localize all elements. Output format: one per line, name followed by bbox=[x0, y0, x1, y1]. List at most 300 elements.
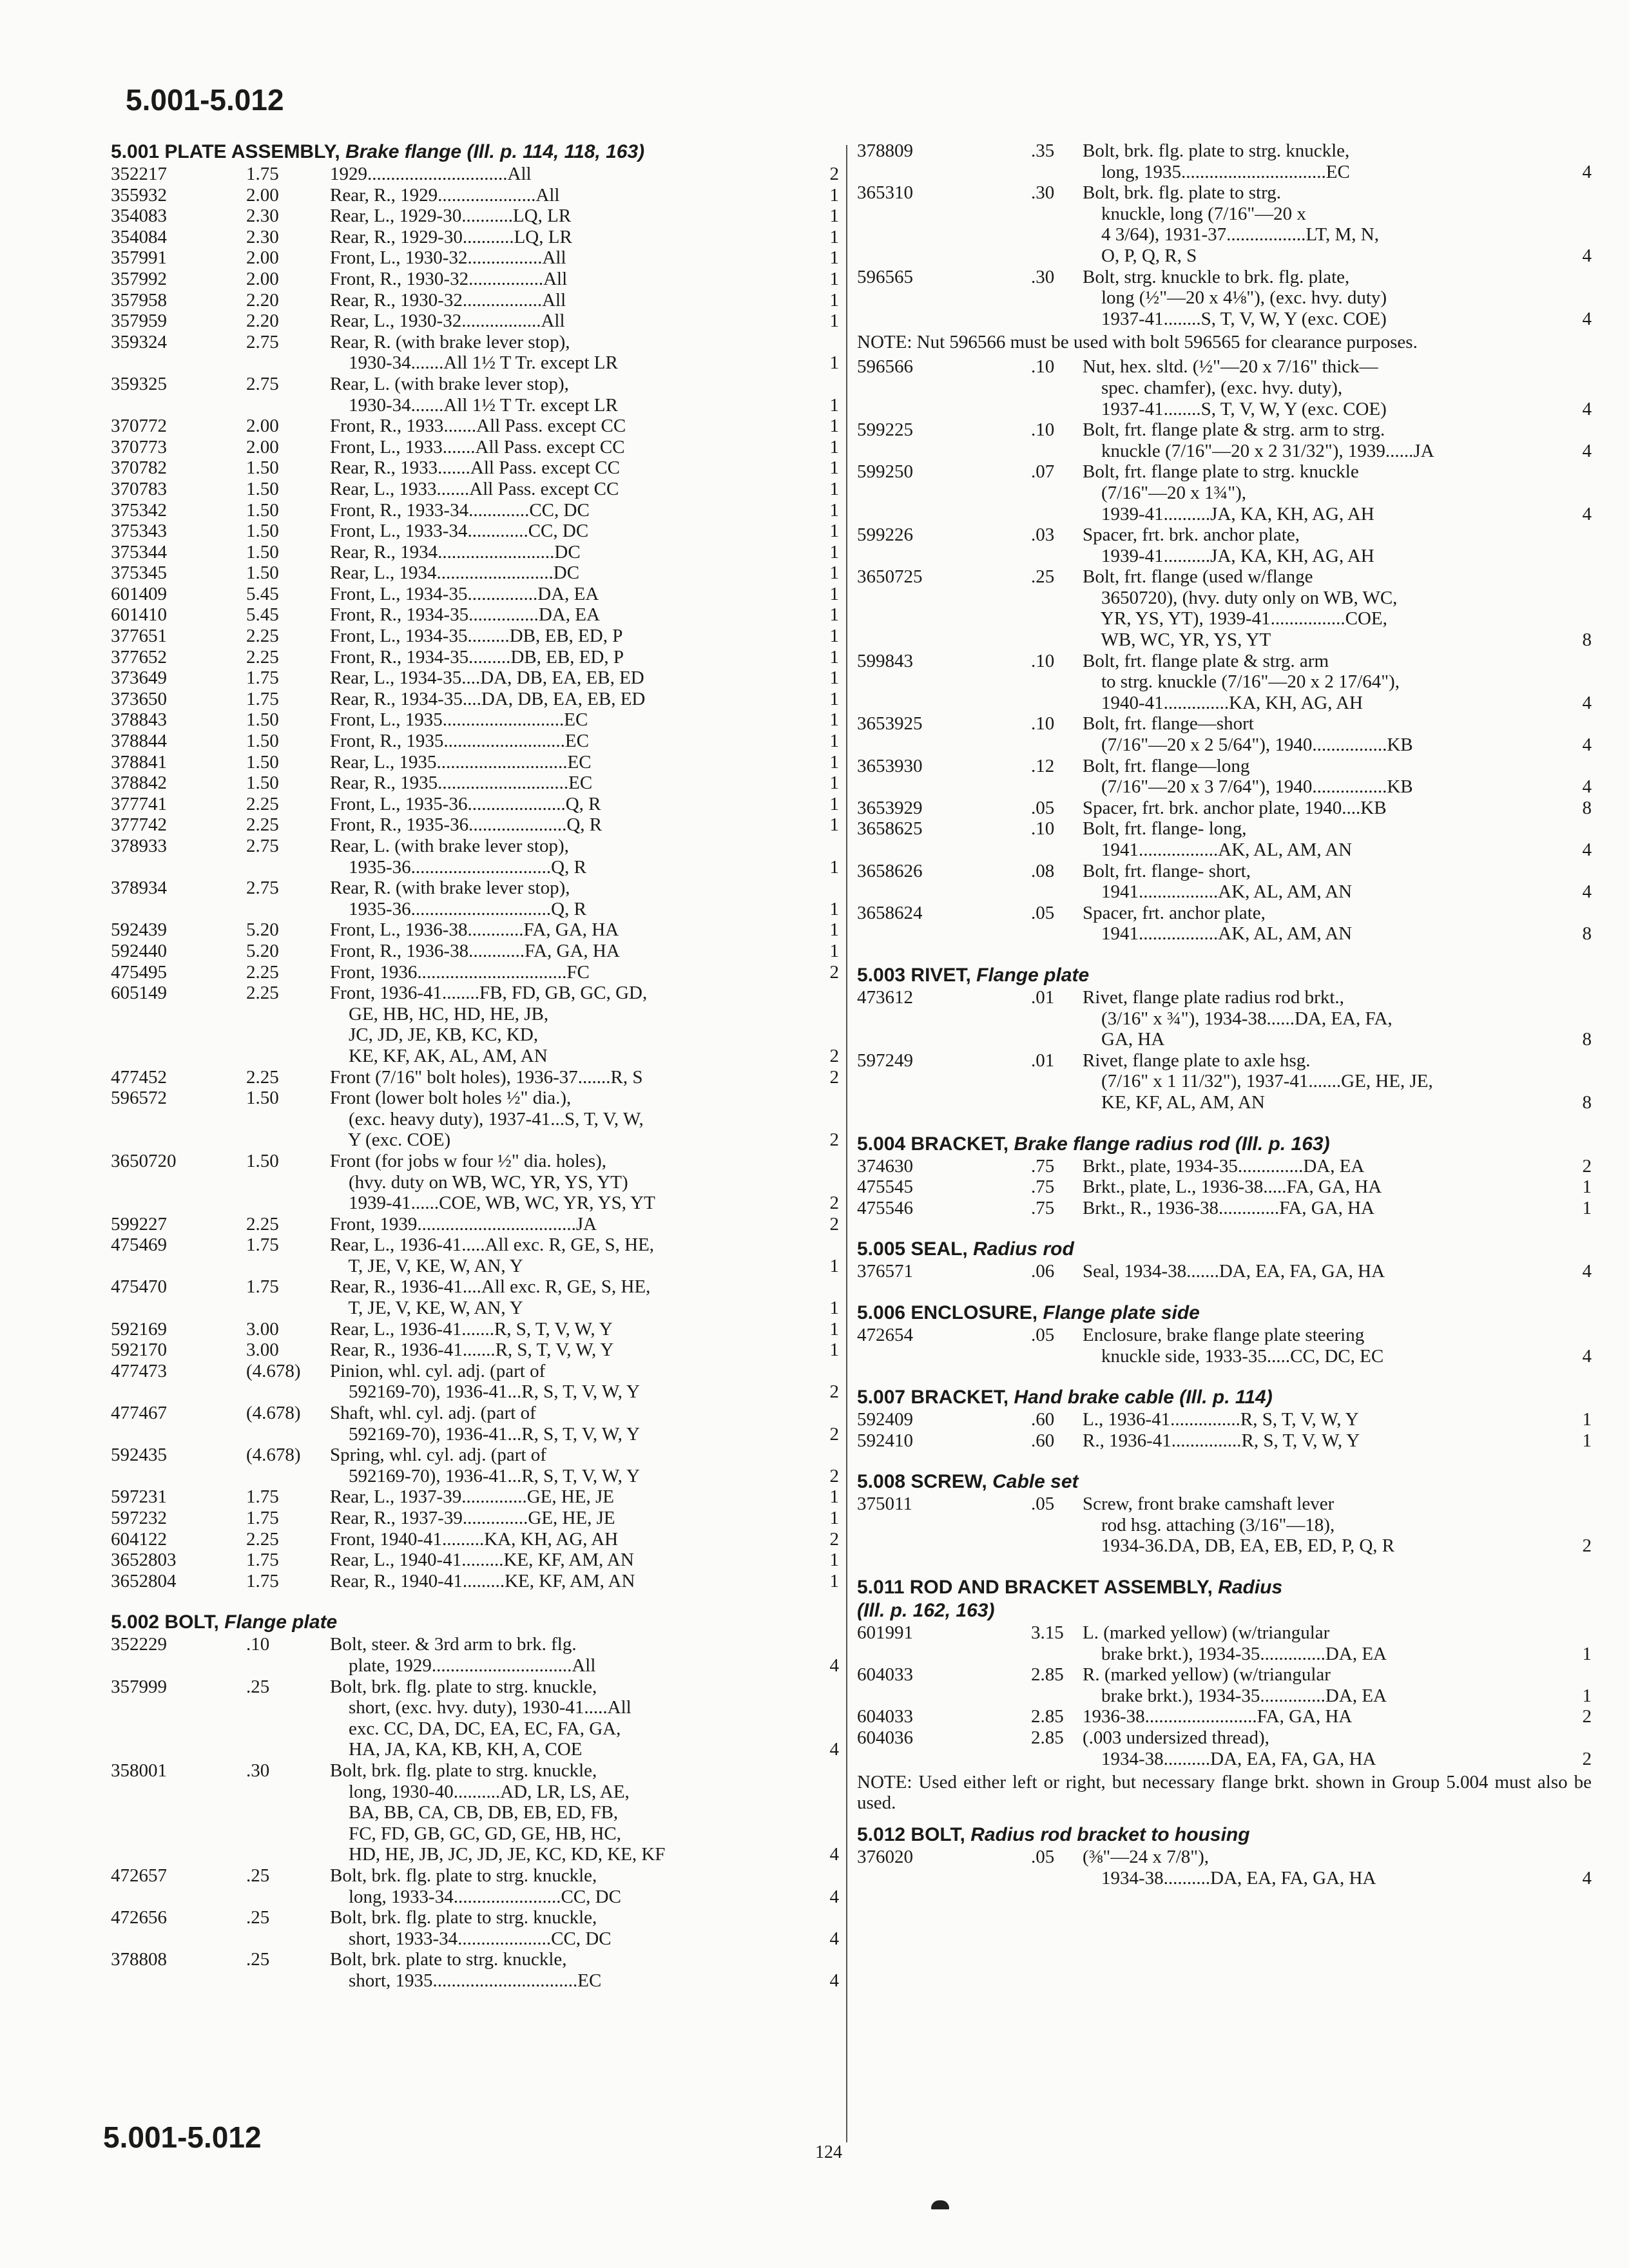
part-quantity: 8 bbox=[1582, 1029, 1592, 1050]
part-number: 378842 bbox=[111, 773, 167, 794]
part-row bbox=[857, 798, 1592, 819]
part-description: Rear, L., 1929-30...........LQ, LR bbox=[330, 206, 572, 227]
part-quantity: 4 bbox=[1582, 840, 1592, 860]
part-quantity: 1 bbox=[829, 1298, 839, 1319]
part-description: 1929..............................All bbox=[330, 164, 532, 184]
part-quantity: 4 bbox=[1582, 440, 1592, 461]
part-quantity: 4 bbox=[1582, 735, 1592, 756]
part-row bbox=[111, 542, 839, 563]
part-quantity: 2 bbox=[829, 1045, 839, 1066]
part-quantity: 1 bbox=[829, 436, 839, 457]
part-row bbox=[111, 562, 839, 584]
part-quantity: 1 bbox=[829, 793, 839, 814]
note: NOTE: Used either left or right, but necessary flange brkt. shown in Group 5.004 must also be used. bbox=[857, 1772, 1592, 1814]
section-heading bbox=[857, 1133, 1592, 1156]
part-description: Rear, L. (with brake lever stop), 1935-36..............................Q, R bbox=[330, 836, 586, 878]
part-description: Rear, L., 1930-32.................All bbox=[330, 311, 565, 332]
part-description: Front, R., 1936-38............FA, GA, HA bbox=[330, 940, 620, 961]
part-number: 374630 bbox=[857, 1155, 913, 1177]
part-description: Front (for jobs w four ½" dia. holes), (hvy. duty on WB, WC, YR, YS, YT) 1939-41......COE, WB, WC, YR, YS, YT bbox=[330, 1150, 655, 1214]
part-description: Front, 1939..................................JA bbox=[330, 1213, 597, 1235]
part-number: 475495 bbox=[111, 961, 167, 983]
part-description: Rear, R., 1937-39..............GE, HE, JE bbox=[330, 1508, 615, 1528]
part-description: Rear, R., 1934.........................DC bbox=[330, 541, 581, 562]
section-title: BRACKET, bbox=[911, 1133, 1009, 1155]
part-row bbox=[857, 861, 1592, 903]
part-price: 1.75 bbox=[246, 1550, 279, 1571]
part-number: 376571 bbox=[857, 1261, 913, 1282]
part-quantity: 1 bbox=[829, 184, 839, 206]
part-description: 1936-38........................FA, GA, HA bbox=[1083, 1706, 1353, 1727]
part-price: 5.45 bbox=[246, 604, 279, 626]
part-row bbox=[857, 419, 1592, 461]
part-price: .75 bbox=[1031, 1197, 1055, 1218]
part-quantity: 2 bbox=[829, 1213, 839, 1235]
part-description: Rear, R. (with brake lever stop), 1935-36..............................Q, R bbox=[330, 878, 586, 919]
part-number: 599227 bbox=[111, 1213, 167, 1235]
part-price: 2.25 bbox=[246, 793, 279, 814]
part-row bbox=[857, 1664, 1592, 1706]
part-quantity: 1 bbox=[829, 478, 839, 499]
part-price: .35 bbox=[1031, 140, 1055, 161]
part-number: 375011 bbox=[857, 1494, 912, 1515]
part-price: 1.50 bbox=[246, 709, 279, 731]
part-description: Rear, R. (with brake lever stop), 1930-34.......All 1½ T Tr. except LR bbox=[330, 331, 618, 374]
part-row bbox=[111, 457, 839, 479]
part-number: 604036 bbox=[857, 1727, 913, 1749]
part-price: 1.50 bbox=[246, 457, 279, 479]
part-row bbox=[111, 1235, 839, 1276]
part-quantity: 1 bbox=[829, 1340, 839, 1361]
part-row bbox=[111, 269, 839, 290]
part-price: 1.50 bbox=[246, 1150, 279, 1171]
part-row bbox=[857, 651, 1592, 714]
part-quantity: 4 bbox=[1582, 1261, 1592, 1282]
section-subtitle: Radius rod bbox=[973, 1238, 1074, 1260]
part-quantity: 2 bbox=[1582, 1155, 1592, 1177]
part-row bbox=[857, 713, 1592, 755]
part-quantity: 2 bbox=[829, 1528, 839, 1550]
part-row bbox=[111, 647, 839, 668]
part-row bbox=[111, 1550, 839, 1571]
part-quantity: 1 bbox=[829, 814, 839, 836]
part-description: Bolt, frt. flange—short (7/16"—20 x 2 5/64"), 1940................KB bbox=[1083, 713, 1413, 756]
part-number: 378841 bbox=[111, 751, 167, 773]
part-number: 352217 bbox=[111, 164, 167, 184]
part-row bbox=[111, 500, 839, 521]
part-row bbox=[857, 1622, 1592, 1664]
part-price: 1.75 bbox=[246, 164, 279, 184]
part-price: 2.00 bbox=[246, 184, 279, 206]
part-row bbox=[857, 1706, 1592, 1727]
part-number: 355932 bbox=[111, 184, 167, 206]
part-quantity: 1 bbox=[829, 940, 839, 961]
part-quantity: 2 bbox=[829, 1381, 839, 1403]
part-price: 1.50 bbox=[246, 499, 279, 521]
section-title: BRACKET, bbox=[911, 1387, 1009, 1408]
part-quantity: 1 bbox=[829, 311, 839, 332]
part-quantity: 1 bbox=[829, 856, 839, 878]
part-number: 365310 bbox=[857, 182, 913, 204]
part-quantity: 1 bbox=[829, 583, 839, 604]
part-description: Front (7/16" bolt holes), 1936-37.......R, S bbox=[330, 1066, 643, 1088]
part-quantity: 1 bbox=[829, 1318, 839, 1340]
part-description: Bolt, brk. flg. plate to strg. knuckle, long, 1930-40..........AD, LR, LS, AE, BA, BB, CA, CB, DB, EB, ED, FB, FC, FD, GB, GC, GD, GE, HB, HC, HD, HE, JB, JC, JD, JE, KC, KD, KE, KF bbox=[330, 1760, 666, 1865]
section-number: 5.002 bbox=[111, 1611, 160, 1633]
part-price: .03 bbox=[1031, 524, 1055, 546]
part-row bbox=[111, 626, 839, 647]
section-title: BOLT, bbox=[911, 1824, 965, 1846]
part-number: 597249 bbox=[857, 1050, 913, 1071]
part-description: R. (marked yellow) (w/triangular brake brkt.), 1934-35..............DA, EA bbox=[1083, 1664, 1387, 1706]
part-quantity: 1 bbox=[829, 394, 839, 416]
part-quantity: 1 bbox=[829, 709, 839, 731]
part-price: 2.75 bbox=[246, 836, 279, 856]
part-quantity: 1 bbox=[829, 1570, 839, 1591]
part-description: Nut, hex. sltd. (½"—20 x 7/16" thick— spec. chamfer), (exc. hvy. duty), 1937-41........S, T, V, W, Y (exc. COE) bbox=[1083, 356, 1387, 419]
part-description: Front, R., 1930-32................All bbox=[330, 268, 568, 289]
part-price: .75 bbox=[1031, 1155, 1055, 1177]
part-quantity: 2 bbox=[1582, 1748, 1592, 1769]
part-description: Rear, R., 1930-32.................All bbox=[330, 289, 566, 311]
part-number: 596572 bbox=[111, 1088, 167, 1109]
part-number: 475545 bbox=[857, 1177, 913, 1198]
part-quantity: 1 bbox=[829, 416, 839, 437]
part-description: Bolt, frt. flange plate & strg. arm to strg. knuckle (7/16"—20 x 2 31/32"), 1939......JA bbox=[1083, 419, 1434, 461]
part-description: Rear, L., 1934-35....DA, DB, EA, EB, ED bbox=[330, 668, 644, 689]
part-row bbox=[857, 1430, 1592, 1452]
part-number: 370773 bbox=[111, 436, 167, 457]
part-quantity: 2 bbox=[829, 1129, 839, 1151]
part-description: Bolt, frt. flange (used w/flange 3650720), (hvy. duty only on WB, WC, YR, YS, YT), 1939-41................COE, WB, WC, YR, YS, YT bbox=[1083, 566, 1398, 651]
section-number: 5.006 bbox=[857, 1302, 906, 1323]
part-quantity: 4 bbox=[1582, 1345, 1592, 1367]
part-description: Front, R., 1935-36.....................Q, R bbox=[330, 814, 602, 836]
part-price: .30 bbox=[1031, 266, 1055, 287]
part-price: .06 bbox=[1031, 1261, 1055, 1282]
part-quantity: 1 bbox=[829, 646, 839, 668]
note: NOTE: Nut 596566 must be used with bolt 596565 for clearance purposes. bbox=[857, 332, 1418, 353]
part-row bbox=[857, 756, 1592, 798]
part-price: 1.75 bbox=[246, 668, 279, 689]
section-heading bbox=[857, 1302, 1592, 1325]
part-number: 377741 bbox=[111, 793, 167, 814]
part-number: 3658626 bbox=[857, 860, 923, 881]
part-number: 377651 bbox=[111, 626, 167, 647]
part-price: 1.50 bbox=[246, 478, 279, 499]
part-description: Front, L., 1935..........................EC bbox=[330, 709, 588, 731]
part-price: .10 bbox=[1031, 419, 1055, 441]
part-price: 2.75 bbox=[246, 878, 279, 899]
part-row bbox=[857, 267, 1592, 330]
part-quantity: 1 bbox=[829, 247, 839, 269]
part-quantity: 1 bbox=[829, 226, 839, 247]
part-description: Rear, R., 1936-41.......R, S, T, V, W, Y bbox=[330, 1340, 614, 1361]
part-row bbox=[111, 1067, 839, 1088]
part-description: (⅜"—24 x 7/8"), 1934-38..........DA, EA, FA, GA, HA bbox=[1083, 1847, 1376, 1888]
part-number: 604122 bbox=[111, 1528, 167, 1550]
part-number: 592169 bbox=[111, 1318, 167, 1340]
part-row bbox=[857, 818, 1592, 860]
part-price: 3.00 bbox=[246, 1318, 279, 1340]
part-number: 357992 bbox=[111, 268, 167, 289]
part-description: R., 1936-41...............R, S, T, V, W, Y bbox=[1083, 1430, 1360, 1451]
part-row bbox=[857, 1156, 1592, 1177]
part-row bbox=[111, 1151, 839, 1214]
part-price: 1.75 bbox=[246, 1570, 279, 1591]
part-description: Enclosure, brake flange plate steering knuckle side, 1933-35.....CC, DC, EC bbox=[1083, 1324, 1384, 1367]
part-number: 473612 bbox=[857, 986, 913, 1008]
part-price: .01 bbox=[1031, 1050, 1055, 1071]
part-number: 373650 bbox=[111, 688, 167, 709]
part-number: 596566 bbox=[857, 356, 913, 378]
left-column bbox=[111, 140, 839, 1991]
part-number: 592435 bbox=[111, 1445, 167, 1466]
part-row bbox=[111, 731, 839, 752]
part-quantity: 4 bbox=[829, 1970, 839, 1991]
part-row bbox=[111, 185, 839, 206]
part-number: 472656 bbox=[111, 1907, 167, 1928]
part-price: 3.00 bbox=[246, 1340, 279, 1361]
part-number: 601410 bbox=[111, 604, 167, 626]
part-quantity: 1 bbox=[829, 751, 839, 773]
part-description: Pinion, whl. cyl. adj. (part of 592169-70), 1936-41...R, S, T, V, W, Y bbox=[330, 1360, 640, 1403]
part-row bbox=[111, 227, 839, 248]
section-number: 5.012 bbox=[857, 1824, 906, 1846]
part-price: 1.50 bbox=[246, 773, 279, 794]
part-row bbox=[111, 584, 839, 605]
part-number: 477467 bbox=[111, 1403, 167, 1424]
part-row bbox=[111, 1571, 839, 1592]
part-description: Front, 1936................................FC bbox=[330, 961, 590, 983]
part-row bbox=[111, 941, 839, 962]
part-quantity: 4 bbox=[1582, 161, 1592, 182]
part-quantity: 4 bbox=[829, 1928, 839, 1949]
spacer bbox=[857, 1113, 1592, 1133]
part-row bbox=[111, 164, 839, 185]
part-row bbox=[857, 1847, 1592, 1888]
part-row bbox=[111, 983, 839, 1066]
part-description: Front, R., 1933.......All Pass. except CC bbox=[330, 416, 626, 437]
part-price: .30 bbox=[1031, 182, 1055, 204]
section-heading bbox=[111, 140, 839, 164]
part-number: 370772 bbox=[111, 416, 167, 437]
part-number: 592410 bbox=[857, 1430, 913, 1451]
part-description: Front, L., 1935-36.....................Q, R bbox=[330, 793, 601, 814]
part-price: 1.50 bbox=[246, 1088, 279, 1109]
part-price: .12 bbox=[1031, 755, 1055, 776]
part-price: .30 bbox=[246, 1760, 270, 1781]
section-number: 5.007 bbox=[857, 1387, 906, 1408]
part-row bbox=[857, 1198, 1592, 1219]
part-description: Rear, R., 1929-30...........LQ, LR bbox=[330, 226, 572, 247]
section-number: 5.005 bbox=[857, 1238, 906, 1260]
part-price: 5.20 bbox=[246, 940, 279, 961]
part-number: 375345 bbox=[111, 562, 167, 584]
part-row bbox=[111, 919, 839, 941]
part-row bbox=[111, 437, 839, 458]
part-description: Screw, front brake camshaft lever rod hsg. attaching (3/16"—18), 1934-36.DA, DB, EA, EB, ED, P, Q, R bbox=[1083, 1494, 1395, 1557]
spacer bbox=[857, 1218, 1592, 1238]
part-price: 2.85 bbox=[1031, 1706, 1064, 1727]
part-number: 3658625 bbox=[857, 818, 923, 840]
section-heading bbox=[857, 964, 1592, 987]
part-number: 472657 bbox=[111, 1865, 167, 1886]
part-number: 599225 bbox=[857, 419, 913, 441]
part-row bbox=[111, 1760, 839, 1865]
part-number: 597232 bbox=[111, 1508, 167, 1528]
part-price: 2.30 bbox=[246, 226, 279, 247]
part-description: Bolt, brk. flg. plate to strg. knuckle, long (7/16"—20 x 4 3/64), 1931-37.................LT, M, N, O, P, Q, R, S bbox=[1083, 182, 1379, 266]
part-row bbox=[857, 524, 1592, 566]
part-quantity: 8 bbox=[1582, 629, 1592, 651]
part-quantity: 4 bbox=[829, 1739, 839, 1760]
part-number: 605149 bbox=[111, 983, 167, 1004]
part-quantity: 1 bbox=[1582, 1685, 1592, 1706]
part-description: Front, 1936-41........FB, FD, GB, GC, GD, GE, HB, HC, HD, HE, JB, JC, JD, JE, KB, KC, KD, KE, KF, AK, AL, AM, AN bbox=[330, 983, 648, 1066]
part-number: 604033 bbox=[857, 1706, 913, 1727]
part-quantity: 4 bbox=[1582, 398, 1592, 419]
part-price: 5.45 bbox=[246, 583, 279, 604]
part-price: 1.50 bbox=[246, 521, 279, 542]
part-number: 357959 bbox=[111, 311, 167, 332]
section-number: 5.003 bbox=[857, 964, 906, 986]
part-description: Bolt, brk. flg. plate to strg. knuckle, long, 1935...............................EC bbox=[1083, 140, 1350, 182]
part-number: 354083 bbox=[111, 206, 167, 227]
part-number: 3653929 bbox=[857, 797, 923, 818]
section-title: ENCLOSURE, bbox=[911, 1302, 1038, 1323]
part-row bbox=[857, 1494, 1592, 1557]
part-description: Rear, L. (with brake lever stop), 1930-34.......All 1½ T Tr. except LR bbox=[330, 373, 618, 416]
part-quantity: 2 bbox=[829, 1423, 839, 1445]
part-price: .25 bbox=[246, 1865, 270, 1886]
part-row bbox=[111, 416, 839, 437]
part-row bbox=[111, 794, 839, 815]
part-quantity: 4 bbox=[1582, 1867, 1592, 1888]
part-number: 378933 bbox=[111, 836, 167, 856]
part-price: .05 bbox=[1031, 902, 1055, 923]
part-number: 358001 bbox=[111, 1760, 167, 1781]
part-quantity: 4 bbox=[829, 1844, 839, 1865]
part-price: .05 bbox=[1031, 797, 1055, 818]
part-description: Rivet, flange plate to axle hsg. (7/16" x 1 11/32"), 1937-41.......GE, HE, JE, KE, KF, AL, AM, AN bbox=[1083, 1050, 1433, 1113]
section-subtitle: Cable set bbox=[992, 1471, 1079, 1493]
spacer bbox=[857, 1282, 1592, 1302]
part-row bbox=[111, 878, 839, 919]
section-subtitle: Flange plate bbox=[976, 964, 1090, 986]
part-number: 378808 bbox=[111, 1949, 167, 1970]
part-number: 377742 bbox=[111, 814, 167, 836]
part-price: 2.25 bbox=[246, 961, 279, 983]
page-header-bottom: 5.001-5.012 bbox=[103, 2120, 262, 2154]
part-row bbox=[857, 1409, 1592, 1430]
part-number: 599250 bbox=[857, 461, 913, 483]
part-number: 378843 bbox=[111, 709, 167, 731]
part-row bbox=[111, 479, 839, 500]
part-price: 2.00 bbox=[246, 436, 279, 457]
part-number: 375343 bbox=[111, 521, 167, 542]
part-number: 357991 bbox=[111, 247, 167, 269]
part-quantity: 8 bbox=[1582, 923, 1592, 945]
part-description: (.003 undersized thread), 1934-38..........DA, EA, FA, GA, HA bbox=[1083, 1727, 1376, 1769]
part-price: 1.50 bbox=[246, 751, 279, 773]
section-heading bbox=[857, 1386, 1592, 1409]
spacer bbox=[857, 945, 1592, 964]
part-quantity: 2 bbox=[829, 1193, 839, 1214]
part-description: Brkt., R., 1936-38.............FA, GA, HA bbox=[1083, 1197, 1374, 1218]
section-title: SCREW, bbox=[911, 1471, 987, 1493]
part-quantity: 2 bbox=[1582, 1706, 1592, 1727]
part-quantity: 1 bbox=[829, 688, 839, 709]
part-row bbox=[111, 1361, 839, 1403]
part-number: 375342 bbox=[111, 499, 167, 521]
part-description: Front, L., 1933.......All Pass. except CC bbox=[330, 436, 625, 457]
part-price: .10 bbox=[1031, 650, 1055, 671]
part-description: Spring, whl. cyl. adj. (part of 592169-70), 1936-41...R, S, T, V, W, Y bbox=[330, 1445, 640, 1486]
part-number: 377652 bbox=[111, 646, 167, 668]
part-description: L. (marked yellow) (w/triangular brake brkt.), 1934-35..............DA, EA bbox=[1083, 1622, 1387, 1664]
part-quantity: 1 bbox=[829, 1508, 839, 1528]
part-number: 3652804 bbox=[111, 1570, 177, 1591]
part-description: Rear, R., 1935............................EC bbox=[330, 773, 593, 794]
part-price: (4.678) bbox=[246, 1445, 301, 1466]
section-number: 5.001 bbox=[111, 141, 160, 162]
part-description: Spacer, frt. brk. anchor plate, 1940....KB bbox=[1083, 797, 1387, 818]
spacer bbox=[857, 1451, 1592, 1470]
part-number: 596565 bbox=[857, 266, 913, 287]
part-price: .05 bbox=[1031, 1494, 1055, 1515]
part-price: 1.50 bbox=[246, 541, 279, 562]
part-row bbox=[111, 247, 839, 269]
part-description: Front, L., 1936-38............FA, GA, HA bbox=[330, 919, 619, 941]
part-price: 1.50 bbox=[246, 562, 279, 584]
part-quantity: 1 bbox=[829, 206, 839, 227]
part-quantity: 2 bbox=[829, 1465, 839, 1486]
part-quantity: 1 bbox=[1582, 1643, 1592, 1664]
part-row bbox=[111, 1214, 839, 1235]
part-price: 2.25 bbox=[246, 983, 279, 1004]
section-subtitle: Radius (Ill. p. 162, 163) bbox=[857, 1577, 1283, 1622]
part-description: Bolt, brk. flg. plate to strg. knuckle, short, (exc. hvy. duty), 1930-41.....All exc. CC, DA, DC, EA, EC, FA, GA, HA, JA, KA, KB, KH, A, COE bbox=[330, 1676, 631, 1760]
part-number: 477473 bbox=[111, 1360, 167, 1381]
part-number: 599226 bbox=[857, 524, 913, 546]
part-quantity: 4 bbox=[1582, 308, 1592, 329]
part-row bbox=[111, 1508, 839, 1529]
part-row bbox=[857, 903, 1592, 945]
part-number: 472654 bbox=[857, 1324, 913, 1345]
part-quantity: 1 bbox=[829, 898, 839, 919]
part-price: .10 bbox=[246, 1634, 270, 1655]
part-price: .75 bbox=[1031, 1177, 1055, 1198]
part-price: .07 bbox=[1031, 461, 1055, 483]
section-title: BOLT, bbox=[164, 1611, 219, 1633]
part-row bbox=[111, 206, 839, 227]
part-description: Bolt, frt. flange—long (7/16"—20 x 3 7/64"), 1940................KB bbox=[1083, 755, 1413, 798]
part-row bbox=[111, 1907, 839, 1949]
part-description: Rear, R., 1933.......All Pass. except CC bbox=[330, 457, 620, 479]
part-quantity: 4 bbox=[1582, 245, 1592, 266]
part-description: Rear, L., 1933.......All Pass. except CC bbox=[330, 478, 619, 499]
part-price: 3.15 bbox=[1031, 1622, 1064, 1644]
section-number: 5.011 bbox=[857, 1577, 905, 1599]
part-quantity: 1 bbox=[829, 731, 839, 752]
part-number: 373649 bbox=[111, 668, 167, 689]
part-price: .25 bbox=[246, 1949, 270, 1970]
spacer bbox=[857, 1367, 1592, 1386]
part-row bbox=[111, 1403, 839, 1445]
part-description: Spacer, frt. brk. anchor plate, 1939-41..........JA, KA, KH, AG, AH bbox=[1083, 524, 1374, 566]
part-row bbox=[857, 1325, 1592, 1367]
